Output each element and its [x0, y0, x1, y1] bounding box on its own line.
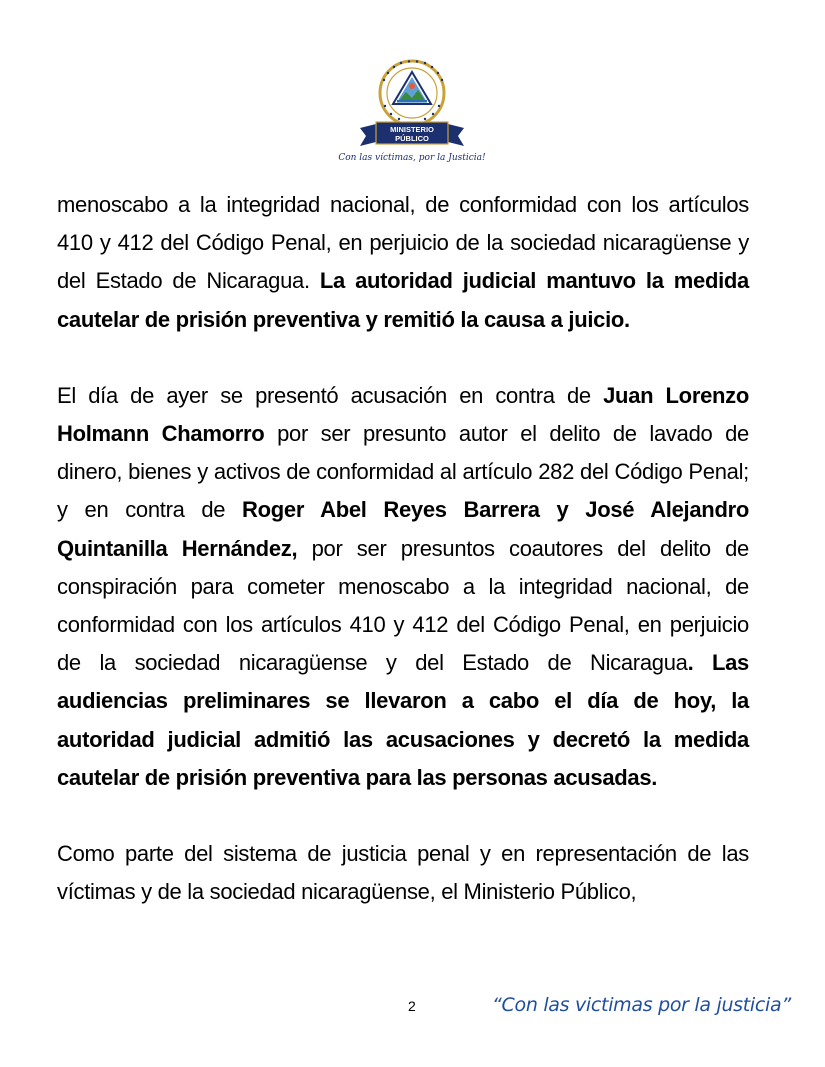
- paragraph-2: [57, 377, 749, 797]
- paragraph-2-bold-1: Juan Lorenzo Holmann Chamorro: [57, 382, 749, 447]
- document-body: [57, 186, 749, 949]
- paragraph-1-bold: La autoridad judicial mantuvo la medida cautelar de prisión preventiva y remitió la causa a juicio.: [57, 268, 749, 332]
- paragraph-2-bold-2: Roger Abel Reyes Barrera y José Alejandro Quintanilla Hernández,: [57, 497, 749, 561]
- paragraph-3: [57, 835, 749, 911]
- paragraph-1: [57, 186, 749, 339]
- page-number: 2: [408, 998, 416, 1014]
- emblem-icon: [332, 56, 492, 168]
- ministerio-publico-logo: [332, 56, 492, 168]
- footer-motto: “Con las victimas por la justicia”: [492, 994, 791, 1016]
- paragraph-1-text: menoscabo a la integridad nacional, de conformidad con los artículos 410 y 412 del Código Penal, en perjuicio de la sociedad nicaragüense y del Estado de Nicaragua.: [57, 192, 749, 294]
- banner-line2: PÚBLICO: [395, 134, 429, 143]
- banner-line1: MINISTERIO: [390, 125, 434, 134]
- paragraph-2-text-2: por ser presunto autor el delito de lavado de dinero, bienes y activos de conformidad al artículo 282 del Código Penal; y en contra de: [57, 421, 749, 523]
- paragraph-2-text-1: El día de ayer se presentó acusación en contra de: [57, 382, 604, 408]
- paragraph-3-text: Como parte del sistema de justicia penal y en representación de las víctimas y de la sociedad nicaragüense, el Ministerio Público,: [57, 841, 749, 905]
- paragraph-2-bold-3: . Las audiencias preliminares se llevaron a cabo el día de hoy, la autoridad judicial admitió las acusaciones y decretó la medida cautelar de prisión preventiva para las personas acusadas.: [57, 650, 749, 790]
- logo-motto: Con las víctimas, por la Justicia!: [338, 153, 486, 163]
- paragraph-2-text-3: por ser presuntos coautores del delito de conspiración para cometer menoscabo a la integridad nacional, de conformidad con los artículos 410 y 412 del Código Penal, en perjuicio de la sociedad nicaragüense y del Estado de Nicaragua: [57, 535, 749, 676]
